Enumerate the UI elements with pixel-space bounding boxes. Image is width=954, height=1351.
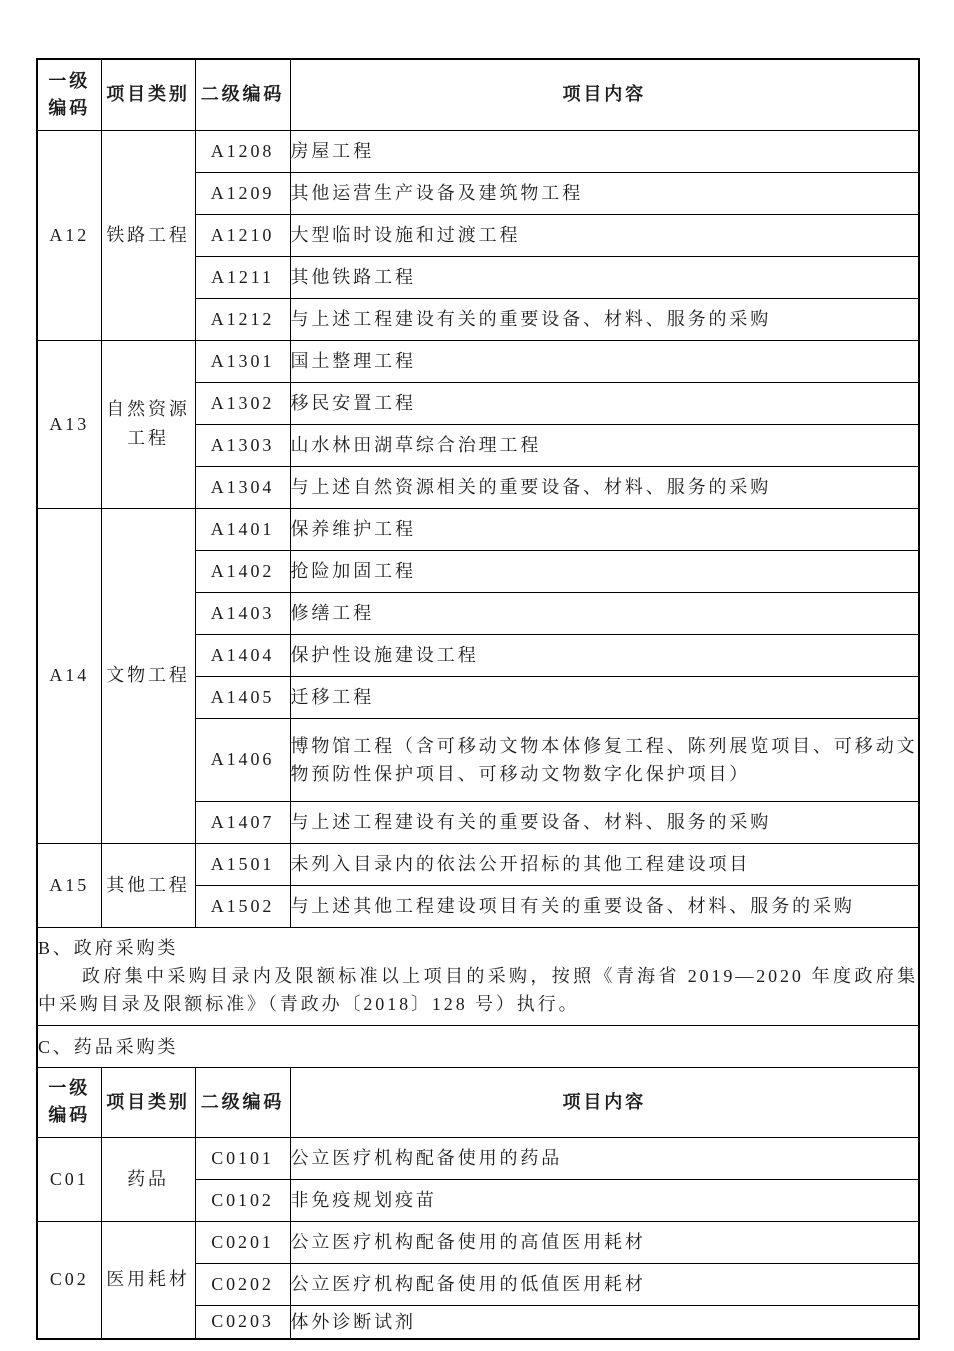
item-content: 体外诊断试剂 bbox=[290, 1305, 919, 1339]
item-code: A1209 bbox=[195, 172, 290, 214]
item-code: A1405 bbox=[195, 676, 290, 718]
item-code: C0102 bbox=[195, 1179, 290, 1221]
item-content: 未列入目录内的依法公开招标的其他工程建设项目 bbox=[290, 843, 919, 885]
item-code: C0203 bbox=[195, 1305, 290, 1339]
item-content: 与上述其他工程建设项目有关的重要设备、材料、服务的采购 bbox=[290, 885, 919, 927]
group-code: C02 bbox=[37, 1221, 101, 1339]
section-b-row bbox=[37, 927, 919, 1025]
item-code: A1407 bbox=[195, 801, 290, 843]
group-category: 医用耗材 bbox=[101, 1221, 195, 1339]
item-content: 其他铁路工程 bbox=[290, 256, 919, 298]
item-code: A1401 bbox=[195, 508, 290, 550]
table-header-row bbox=[37, 1067, 919, 1137]
item-code: A1403 bbox=[195, 592, 290, 634]
group-code: A15 bbox=[37, 843, 101, 927]
item-content: 修缮工程 bbox=[290, 592, 919, 634]
section-b-cell bbox=[37, 927, 919, 1025]
item-code: A1301 bbox=[195, 340, 290, 382]
item-code: A1402 bbox=[195, 550, 290, 592]
group-category: 其他工程 bbox=[101, 843, 195, 927]
section-b-paragraph: 政府集中采购目录内及限额标准以上项目的采购，按照《青海省 2019—2020 年度政府集中采购目录及限额标准》（青政办〔2018〕128 号）执行。 bbox=[38, 966, 918, 1014]
table-row bbox=[37, 843, 919, 885]
item-content: 大型临时设施和过渡工程 bbox=[290, 214, 919, 256]
item-content: 与上述自然资源相关的重要设备、材料、服务的采购 bbox=[290, 466, 919, 508]
header-level1-code: 一级编码 bbox=[37, 1067, 101, 1137]
header-category: 项目类别 bbox=[101, 1067, 195, 1137]
table-row bbox=[37, 1221, 919, 1263]
procurement-catalog-table bbox=[36, 58, 920, 1340]
table-row bbox=[37, 508, 919, 550]
group-category: 自然资源工程 bbox=[101, 340, 195, 508]
item-content: 公立医疗机构配备使用的药品 bbox=[290, 1137, 919, 1179]
item-code: A1302 bbox=[195, 382, 290, 424]
item-content: 其他运营生产设备及建筑物工程 bbox=[290, 172, 919, 214]
group-category: 文物工程 bbox=[101, 508, 195, 843]
item-code: A1406 bbox=[195, 718, 290, 801]
header-content: 项目内容 bbox=[290, 59, 919, 130]
header-level2-code: 二级编码 bbox=[195, 1067, 290, 1137]
table-row bbox=[37, 1137, 919, 1179]
item-code: A1208 bbox=[195, 130, 290, 172]
item-code: C0101 bbox=[195, 1137, 290, 1179]
item-code: A1501 bbox=[195, 843, 290, 885]
item-code: A1502 bbox=[195, 885, 290, 927]
table-header-row bbox=[37, 59, 919, 130]
header-level2-code: 二级编码 bbox=[195, 59, 290, 130]
group-code: A12 bbox=[37, 130, 101, 340]
item-content: 房屋工程 bbox=[290, 130, 919, 172]
section-c-title: C、药品采购类 bbox=[37, 1025, 919, 1067]
item-content: 国土整理工程 bbox=[290, 340, 919, 382]
header-content: 项目内容 bbox=[290, 1067, 919, 1137]
item-content: 移民安置工程 bbox=[290, 382, 919, 424]
item-content: 迁移工程 bbox=[290, 676, 919, 718]
item-content: 抢险加固工程 bbox=[290, 550, 919, 592]
item-content: 公立医疗机构配备使用的高值医用耗材 bbox=[290, 1221, 919, 1263]
item-code: A1303 bbox=[195, 424, 290, 466]
item-code: A1304 bbox=[195, 466, 290, 508]
item-code: A1210 bbox=[195, 214, 290, 256]
group-category: 铁路工程 bbox=[101, 130, 195, 340]
item-content: 保养维护工程 bbox=[290, 508, 919, 550]
item-code: A1211 bbox=[195, 256, 290, 298]
header-category: 项目类别 bbox=[101, 59, 195, 130]
section-c-title-row bbox=[37, 1025, 919, 1067]
item-code: C0201 bbox=[195, 1221, 290, 1263]
item-content: 博物馆工程（含可移动文物本体修复工程、陈列展览项目、可移动文物预防性保护项目、可移动文物数字化保护项目） bbox=[290, 718, 919, 801]
table-row bbox=[37, 340, 919, 382]
item-content: 公立医疗机构配备使用的低值医用耗材 bbox=[290, 1263, 919, 1305]
item-content: 山水林田湖草综合治理工程 bbox=[290, 424, 919, 466]
item-content: 与上述工程建设有关的重要设备、材料、服务的采购 bbox=[290, 801, 919, 843]
group-code: A13 bbox=[37, 340, 101, 508]
header-level1-code: 一级编码 bbox=[37, 59, 101, 130]
item-code: C0202 bbox=[195, 1263, 290, 1305]
group-category: 药品 bbox=[101, 1137, 195, 1221]
item-content: 保护性设施建设工程 bbox=[290, 634, 919, 676]
item-code: A1212 bbox=[195, 298, 290, 340]
section-b-title: B、政府采购类 bbox=[38, 938, 179, 958]
group-code: A14 bbox=[37, 508, 101, 843]
group-code: C01 bbox=[37, 1137, 101, 1221]
item-content: 非免疫规划疫苗 bbox=[290, 1179, 919, 1221]
item-code: A1404 bbox=[195, 634, 290, 676]
table-row bbox=[37, 130, 919, 172]
item-content: 与上述工程建设有关的重要设备、材料、服务的采购 bbox=[290, 298, 919, 340]
